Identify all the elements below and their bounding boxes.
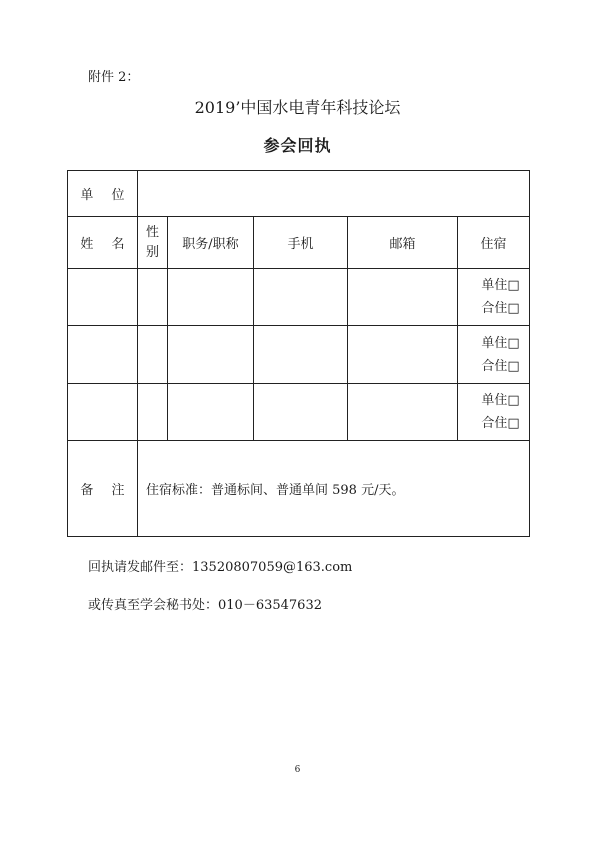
registration-receipt-table xyxy=(67,170,530,537)
remarks-label-cell xyxy=(68,441,138,537)
lodging-shared-option: 合住□ xyxy=(481,416,520,431)
unit-row xyxy=(68,171,530,217)
header-gender-label: 性别 xyxy=(146,224,160,260)
table-row xyxy=(68,384,530,441)
gender-cell xyxy=(138,269,168,326)
header-row xyxy=(68,217,530,269)
header-gender xyxy=(138,217,168,269)
header-email: 邮箱 xyxy=(348,217,458,269)
unit-label-cell xyxy=(68,171,138,217)
email-cell xyxy=(348,269,458,326)
email-cell xyxy=(348,384,458,441)
position-cell xyxy=(168,384,254,441)
lodging-single-option: 单住□ xyxy=(481,393,520,408)
header-name-label: 姓 名 xyxy=(80,237,125,252)
lodging-single-option: 单住□ xyxy=(481,278,520,293)
name-cell xyxy=(68,269,138,326)
lodging-cell xyxy=(458,384,530,441)
phone-cell xyxy=(254,269,348,326)
header-position: 职务/职称 xyxy=(168,217,254,269)
fax-instruction: 或传真至学会秘书处：010－63547632 xyxy=(88,598,322,613)
gender-cell xyxy=(138,326,168,384)
lodging-shared-option: 合住□ xyxy=(481,358,520,374)
header-lodging: 住宿 xyxy=(458,217,530,269)
gender-cell xyxy=(138,384,168,441)
lodging-cell xyxy=(458,326,530,384)
unit-value-cell xyxy=(138,171,530,217)
remarks-label: 备 注 xyxy=(80,483,125,498)
phone-cell xyxy=(254,326,348,384)
email-cell xyxy=(348,326,458,384)
header-name xyxy=(68,217,138,269)
header-phone: 手机 xyxy=(254,217,348,269)
lodging-single-option: 单住□ xyxy=(481,335,520,351)
document-title: 2019’中国水电青年科技论坛 xyxy=(194,98,401,117)
name-cell xyxy=(68,384,138,441)
unit-label: 单 位 xyxy=(80,188,125,203)
lodging-shared-option: 合住□ xyxy=(481,301,520,316)
remarks-value: 住宿标准：普通标间、普通单间 598 元/天。 xyxy=(138,441,530,537)
document-subtitle: 参会回执 xyxy=(263,136,332,155)
page-number: 6 xyxy=(294,765,301,775)
table-row xyxy=(68,269,530,326)
name-cell xyxy=(68,326,138,384)
table-row xyxy=(68,326,530,384)
phone-cell xyxy=(254,384,348,441)
attachment-label: 附件 2： xyxy=(88,70,140,85)
remarks-row xyxy=(68,441,530,537)
position-cell xyxy=(168,269,254,326)
email-instruction: 回执请发邮件至：13520807059@163.com xyxy=(88,560,353,575)
lodging-cell xyxy=(458,269,530,326)
position-cell xyxy=(168,326,254,384)
